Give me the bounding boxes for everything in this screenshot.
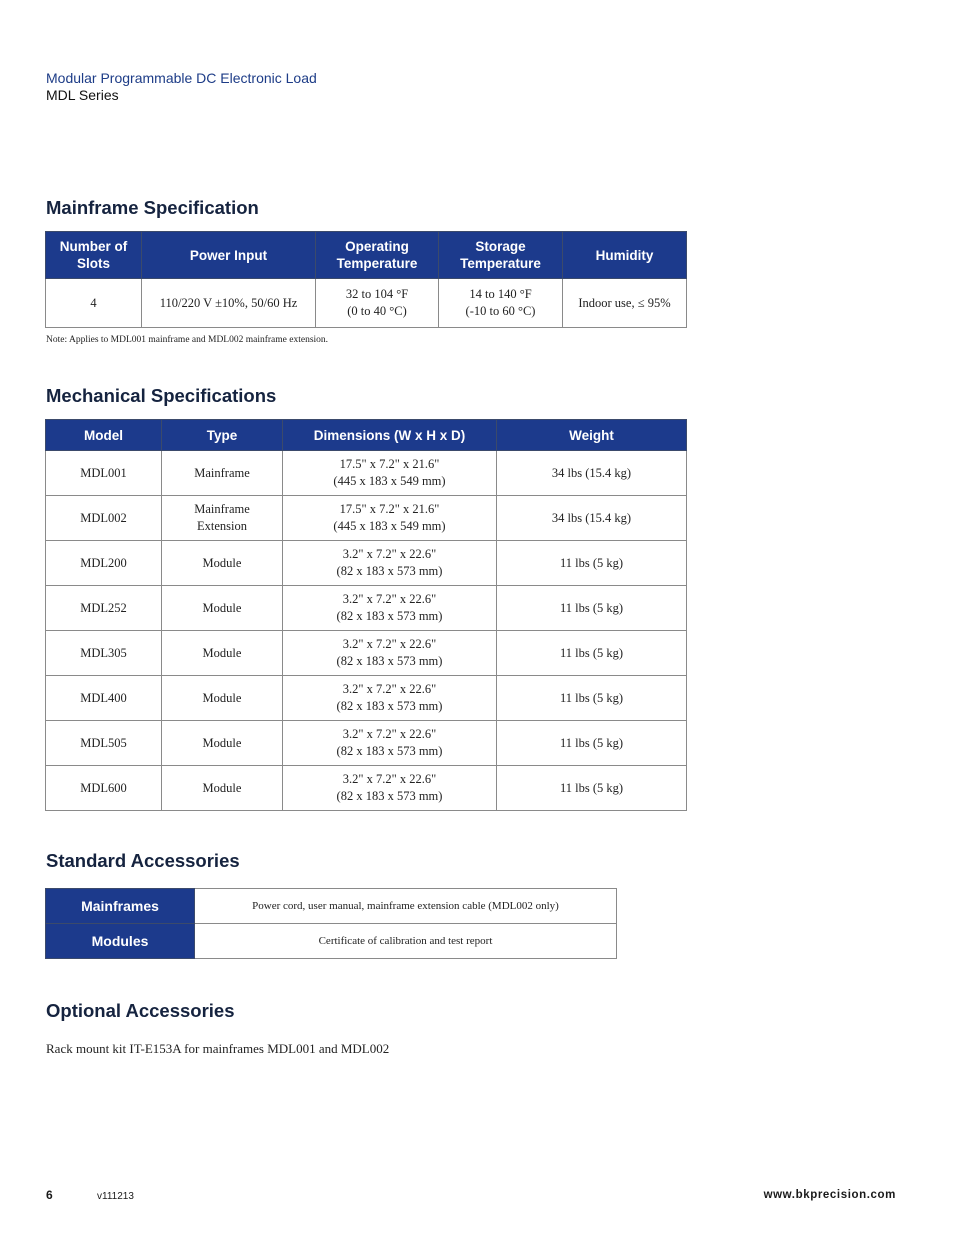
table-cell: 11 lbs (5 kg): [497, 631, 687, 676]
website-link[interactable]: www.bkprecision.com: [763, 1189, 896, 1201]
table-cell: Module: [162, 721, 283, 766]
table-row: [46, 279, 687, 328]
table-cell: Indoor use, ≤ 95%: [563, 279, 687, 328]
table-cell: MDL252: [46, 586, 162, 631]
optional-accessories-heading: Optional Accessories: [46, 1000, 235, 1021]
table-cell: 32 to 104 °F (0 to 40 °C): [316, 279, 439, 328]
document-title: Modular Programmable DC Electronic Load: [46, 70, 317, 86]
table-row: [46, 496, 687, 541]
table-cell: MDL505: [46, 721, 162, 766]
column-header: Number of Slots: [46, 232, 142, 279]
table-row: [46, 586, 687, 631]
table-cell: Mainframe Extension: [162, 496, 283, 541]
standard-accessories-table: [45, 888, 617, 959]
column-header: Dimensions (W x H x D): [283, 420, 497, 451]
table-row: [46, 721, 687, 766]
table-cell: Module: [162, 676, 283, 721]
mainframe-note: Note: Applies to MDL001 mainframe and MDL002 mainframe extension.: [46, 335, 329, 345]
table-cell: Certificate of calibration and test report: [195, 924, 617, 959]
table-header-row: [46, 420, 687, 451]
table-cell: 17.5" x 7.2" x 21.6" (445 x 183 x 549 mm): [283, 451, 497, 496]
standard-accessories-heading: Standard Accessories: [46, 850, 240, 871]
table-cell: 3.2" x 7.2" x 22.6" (82 x 183 x 573 mm): [283, 676, 497, 721]
table-cell: Module: [162, 631, 283, 676]
row-label: Mainframes: [46, 889, 195, 924]
table-cell: 3.2" x 7.2" x 22.6" (82 x 183 x 573 mm): [283, 541, 497, 586]
table-cell: Module: [162, 766, 283, 811]
mechanical-spec-table: [45, 419, 687, 811]
column-header: Humidity: [563, 232, 687, 279]
column-header: Weight: [497, 420, 687, 451]
table-cell: 110/220 V ±10%, 50/60 Hz: [142, 279, 316, 328]
table-cell: Module: [162, 541, 283, 586]
table-cell: 11 lbs (5 kg): [497, 721, 687, 766]
table-cell: 11 lbs (5 kg): [497, 676, 687, 721]
table-cell: 3.2" x 7.2" x 22.6" (82 x 183 x 573 mm): [283, 631, 497, 676]
version-label: v111213: [97, 1191, 134, 1202]
table-header-row: [46, 232, 687, 279]
table-cell: 3.2" x 7.2" x 22.6" (82 x 183 x 573 mm): [283, 766, 497, 811]
table-row: [46, 541, 687, 586]
table-cell: 17.5" x 7.2" x 21.6" (445 x 183 x 549 mm): [283, 496, 497, 541]
table-row: [46, 924, 617, 959]
table-row: [46, 451, 687, 496]
mainframe-spec-table: [45, 231, 687, 328]
table-cell: Power cord, user manual, mainframe extension cable (MDL002 only): [195, 889, 617, 924]
table-cell: MDL200: [46, 541, 162, 586]
table-cell: 14 to 140 °F (-10 to 60 °C): [439, 279, 563, 328]
table-cell: 11 lbs (5 kg): [497, 766, 687, 811]
column-header: Model: [46, 420, 162, 451]
mainframe-spec-heading: Mainframe Specification: [46, 197, 259, 218]
column-header: Power Input: [142, 232, 316, 279]
table-cell: MDL600: [46, 766, 162, 811]
table-row: [46, 676, 687, 721]
table-cell: MDL400: [46, 676, 162, 721]
table-row: [46, 631, 687, 676]
table-row: [46, 889, 617, 924]
table-cell: 4: [46, 279, 142, 328]
table-cell: MDL001: [46, 451, 162, 496]
table-cell: Module: [162, 586, 283, 631]
column-header: Operating Temperature: [316, 232, 439, 279]
table-cell: 34 lbs (15.4 kg): [497, 451, 687, 496]
row-label: Modules: [46, 924, 195, 959]
table-cell: 3.2" x 7.2" x 22.6" (82 x 183 x 573 mm): [283, 721, 497, 766]
table-cell: MDL002: [46, 496, 162, 541]
table-cell: MDL305: [46, 631, 162, 676]
table-cell: 11 lbs (5 kg): [497, 586, 687, 631]
table-cell: 11 lbs (5 kg): [497, 541, 687, 586]
table-row: [46, 766, 687, 811]
table-cell: 34 lbs (15.4 kg): [497, 496, 687, 541]
mechanical-spec-heading: Mechanical Specifications: [46, 385, 277, 406]
optional-accessories-text: Rack mount kit IT-E153A for mainframes MDL001 and MDL002: [46, 1041, 390, 1056]
table-cell: Mainframe: [162, 451, 283, 496]
column-header: Type: [162, 420, 283, 451]
document-series: MDL Series: [46, 87, 119, 103]
column-header: Storage Temperature: [439, 232, 563, 279]
table-cell: 3.2" x 7.2" x 22.6" (82 x 183 x 573 mm): [283, 586, 497, 631]
page-number: 6: [46, 1188, 53, 1202]
